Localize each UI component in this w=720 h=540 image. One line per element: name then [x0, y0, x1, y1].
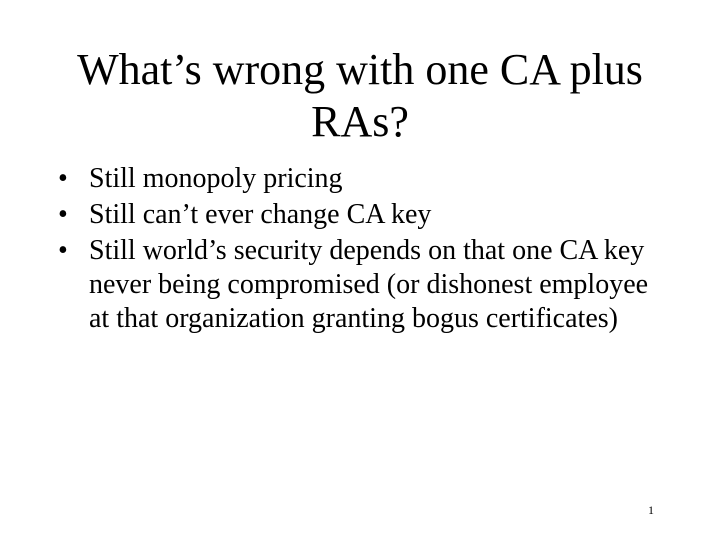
bullet-item [58, 234, 658, 336]
bullet-text: Still can’t ever change CA key [89, 199, 432, 230]
bullet-item [58, 198, 658, 232]
bullet-marker: • [58, 163, 68, 194]
bullet-list [58, 162, 658, 338]
bullet-text: Still world’s security depends on that one CA key never being compromised (or dishonest employee at that organization granting bogus certificates) [89, 235, 649, 334]
page-number: 1 [648, 503, 654, 517]
bullet-item [58, 162, 658, 196]
bullet-marker: • [58, 235, 68, 266]
bullet-marker: • [58, 199, 68, 230]
bullet-text: Still monopoly pricing [89, 163, 343, 194]
slide-title: What’s wrong with one CA plus RAs? [77, 45, 643, 146]
